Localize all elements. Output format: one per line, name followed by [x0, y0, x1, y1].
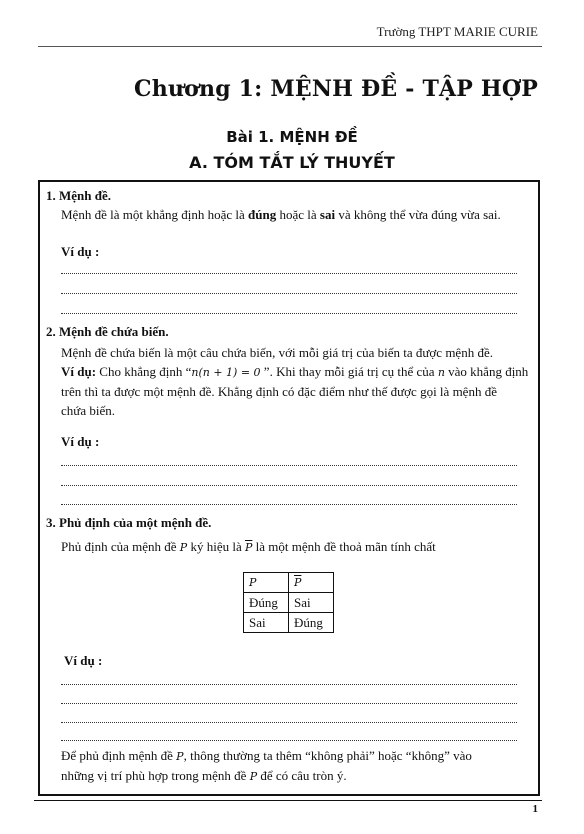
table-row: [244, 593, 334, 613]
item3-line1-c: là một mệnh đề thoả mãn tính chất: [252, 539, 436, 554]
item2-answer-line-1: [61, 464, 517, 466]
item1-answer-line-3: [61, 312, 517, 314]
item2-example-inline: Ví dụ:: [61, 364, 97, 379]
header-divider: [38, 46, 542, 47]
item2-line2-b: ”. Khi thay mỗi giá trị cụ thể của: [260, 364, 438, 379]
truth-cell: Sai: [289, 593, 334, 613]
item3-note-line-1: [61, 746, 472, 766]
item1-text-a: Mệnh đề là một khẳng định hoặc là: [61, 207, 249, 222]
page-number: 1: [532, 803, 538, 815]
item3-answer-line-1: [61, 683, 517, 685]
item1-definition: [61, 205, 501, 224]
item1-bold-false: sai: [319, 207, 336, 222]
item2-answer-line-3: [61, 503, 517, 505]
truth-cell: Đúng: [244, 593, 289, 613]
item3-note-line-2: [61, 766, 347, 786]
item3-line-1: [61, 537, 436, 557]
item3-line1-a: Phủ định của mệnh đề: [61, 539, 180, 554]
item3-note-var-p: P: [176, 750, 184, 763]
item1-heading: 1. Mệnh đề.: [46, 188, 111, 203]
table-row: [244, 613, 334, 633]
item3-answer-line-4: [61, 739, 517, 741]
item3-note-b: , thông thường ta thêm “không phải” hoặc “không” vào: [183, 748, 472, 763]
item1-example-label: Ví dụ :: [61, 244, 100, 259]
item1-text-c: và không thể vừa đúng vừa sai.: [335, 207, 501, 222]
item1-bold-true: đúng: [248, 207, 277, 222]
item2-line-4: chứa biến.: [61, 403, 115, 418]
item3-var-p: P: [179, 541, 188, 554]
item2-example-label: Ví dụ :: [61, 434, 100, 449]
lesson-title: Bài 1. MỆNH ĐỀ: [226, 128, 358, 146]
chapter-title: Chương 1: MỆNH ĐỀ - TẬP HỢP: [134, 76, 538, 102]
item2-line-2: [61, 362, 528, 382]
section-title: A. TÓM TẮT LÝ THUYẾT: [189, 153, 395, 172]
truth-table-header: [244, 573, 334, 593]
item3-var-pbar: $\overline{P}$: [244, 541, 253, 554]
truth-cell: Sai: [244, 613, 289, 633]
item2-line-1: Mệnh đề chứa biến là một câu chứa biến, với mỗi giá trị của biến ta được mệnh đề.: [61, 345, 493, 360]
item2-line-3: trên thì ta được một mệnh đề. Khẳng định có đặc điểm như thế được gọi là mệnh đề: [61, 384, 497, 399]
truth-table: [243, 572, 334, 633]
item2-answer-line-2: [61, 484, 517, 486]
item3-note-d: để có câu tròn ý.: [257, 768, 347, 783]
footer-divider: [34, 800, 542, 801]
item2-formula: n(n + 1) = 0: [191, 366, 261, 379]
item1-text-b: hoặc là: [276, 207, 320, 222]
school-name: Trường THPT MARIE CURIE: [376, 24, 538, 39]
item3-note-a: Để phủ định mệnh đề: [61, 748, 177, 763]
item3-note-var-p2: P: [249, 770, 258, 783]
truth-header-p: P: [244, 573, 289, 593]
item1-answer-line-2: [61, 292, 517, 294]
item3-heading: 3. Phủ định của một mệnh đề.: [46, 515, 212, 530]
item2-heading: 2. Mệnh đề chứa biến.: [46, 324, 169, 339]
item2-var-n: n: [437, 366, 445, 379]
item3-line1-b: ký hiệu là: [187, 539, 245, 554]
item3-answer-line-3: [61, 721, 517, 723]
truth-header-pbar: $\overline{P}$: [289, 573, 334, 593]
item3-note-c: những vị trí phù hợp trong mệnh đề: [61, 768, 250, 783]
item2-line2-a: Cho khẳng định “: [96, 364, 192, 379]
item3-answer-line-2: [61, 702, 517, 704]
truth-cell: Đúng: [289, 613, 334, 633]
item3-example-label: Ví dụ :: [64, 653, 103, 668]
item1-answer-line-1: [61, 272, 517, 274]
item2-line2-c: vào khẳng định: [444, 364, 529, 379]
